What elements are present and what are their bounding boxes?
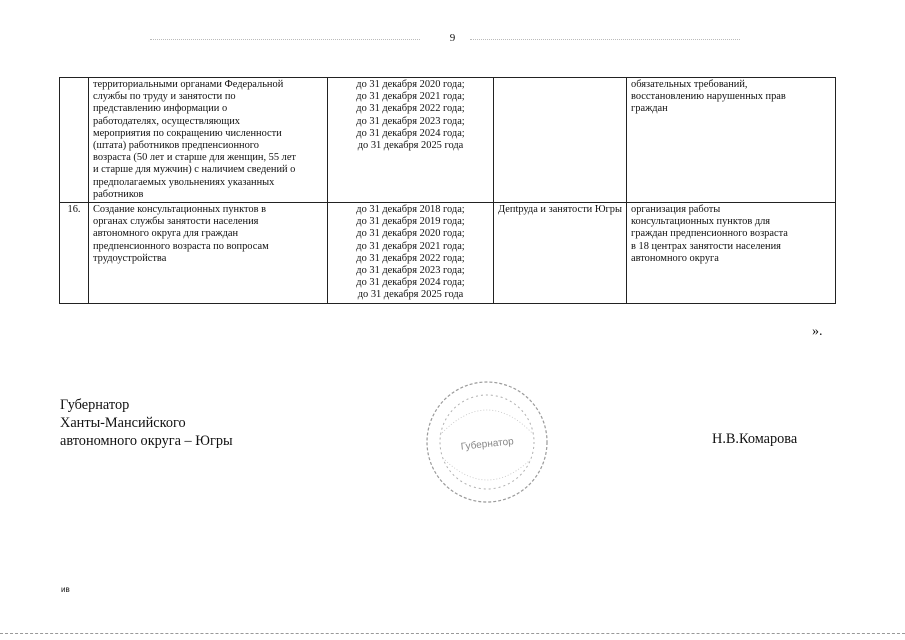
result-cell xyxy=(627,203,836,304)
seal-center-text: Губернатор xyxy=(460,436,515,453)
deadline-line: до 31 декабря 2025 года xyxy=(357,140,464,152)
position-line: Ханты-Мансийского xyxy=(60,415,186,431)
position-line: автономного округа – Югры xyxy=(60,433,233,449)
deadline-line: до 31 декабря 2018 года; xyxy=(356,204,465,216)
executor-cell: Депtруда и занятости Югры xyxy=(494,203,627,304)
closing-quote: ». xyxy=(812,324,823,339)
measure-title-line: представлению информации о xyxy=(93,103,228,115)
measure-title-cell xyxy=(89,203,328,304)
measure-title-line: автономного округа для граждан xyxy=(93,228,239,240)
deadline-line: до 31 декабря 2024 года; xyxy=(356,127,465,139)
table-row xyxy=(60,203,836,304)
scan-artifact-bottom xyxy=(0,633,905,634)
deadline-line: до 31 декабря 2020 года; xyxy=(356,79,465,90)
position-line: Губернатор xyxy=(60,397,130,413)
deadline-line: до 31 декабря 2025 года xyxy=(357,289,464,301)
measure-title-line: мероприятия по сокращению численности xyxy=(93,127,282,139)
seal-arc-text xyxy=(440,410,534,435)
table-row xyxy=(60,78,836,203)
scan-artifact-right xyxy=(470,39,740,41)
measure-title-cell xyxy=(89,78,328,203)
deadline-line: до 31 декабря 2022 года; xyxy=(356,103,465,115)
deadline-line: до 31 декабря 2021 года; xyxy=(356,240,465,252)
result-cell xyxy=(627,78,836,203)
table-body xyxy=(60,78,836,304)
measure-title-line: трудоустройства xyxy=(93,252,167,264)
deadline-line: до 31 декабря 2022 года; xyxy=(356,252,465,264)
row-number-cell xyxy=(60,78,89,203)
measure-title-line: Создание консультационных пунктов в xyxy=(93,204,267,216)
signatory-position xyxy=(60,396,233,450)
measure-title-line: службы по труду и занятости по xyxy=(93,91,236,103)
deadline-cell xyxy=(328,78,494,203)
official-seal-stamp xyxy=(420,375,555,510)
executor-cell xyxy=(494,78,627,203)
deadline-line: до 31 декабря 2023 года; xyxy=(356,265,465,277)
deadline-line: до 31 декабря 2024 года; xyxy=(356,277,465,289)
measure-title-line: и старше для мужчин) с наличием сведений о xyxy=(93,164,296,176)
result-line: обязательных требований, xyxy=(631,79,748,90)
deadline-line: до 31 декабря 2019 года; xyxy=(356,216,465,228)
result-line: в 18 центрах занятости населения xyxy=(631,240,781,252)
result-line: восстановлению нарушенных прав xyxy=(631,91,786,103)
result-line: граждан предпенсионного возраста xyxy=(631,228,788,240)
result-line: консультационных пунктов для xyxy=(631,216,771,228)
measure-title-line: предполагаемых увольнениях указанных xyxy=(93,176,275,188)
deadline-line: до 31 декабря 2023 года; xyxy=(356,115,465,127)
result-line: автономного округа xyxy=(631,252,719,264)
deadline-line: до 31 декабря 2020 года; xyxy=(356,228,465,240)
measure-title-line: возраста (50 лет и старше для женщин, 55 лет xyxy=(93,152,296,164)
measure-title-line: органах службы занятости населения xyxy=(93,216,259,228)
page-number: 9 xyxy=(449,32,456,44)
row-number-cell: 16. xyxy=(60,203,89,304)
measure-title-line: предпенсионного возраста по вопросам xyxy=(93,240,269,252)
deadline-cell xyxy=(328,203,494,304)
seal-arc-text-bottom xyxy=(445,460,530,480)
footer-code: ив xyxy=(61,585,70,594)
scan-artifact-left xyxy=(150,39,420,41)
measures-table xyxy=(59,77,836,304)
measure-title-line: работодателях, осуществляющих xyxy=(93,115,240,127)
result-line: граждан xyxy=(631,103,668,115)
deadline-line: до 31 декабря 2021 года; xyxy=(356,91,465,103)
measure-title-line: работников xyxy=(93,188,144,200)
measure-title-line: территориальными органами Федеральной xyxy=(93,79,284,90)
signatory-name: Н.В.Комарова xyxy=(712,431,798,447)
result-line: организация работы xyxy=(631,204,721,216)
measure-title-line: (штата) работников предпенсионного xyxy=(93,140,259,152)
